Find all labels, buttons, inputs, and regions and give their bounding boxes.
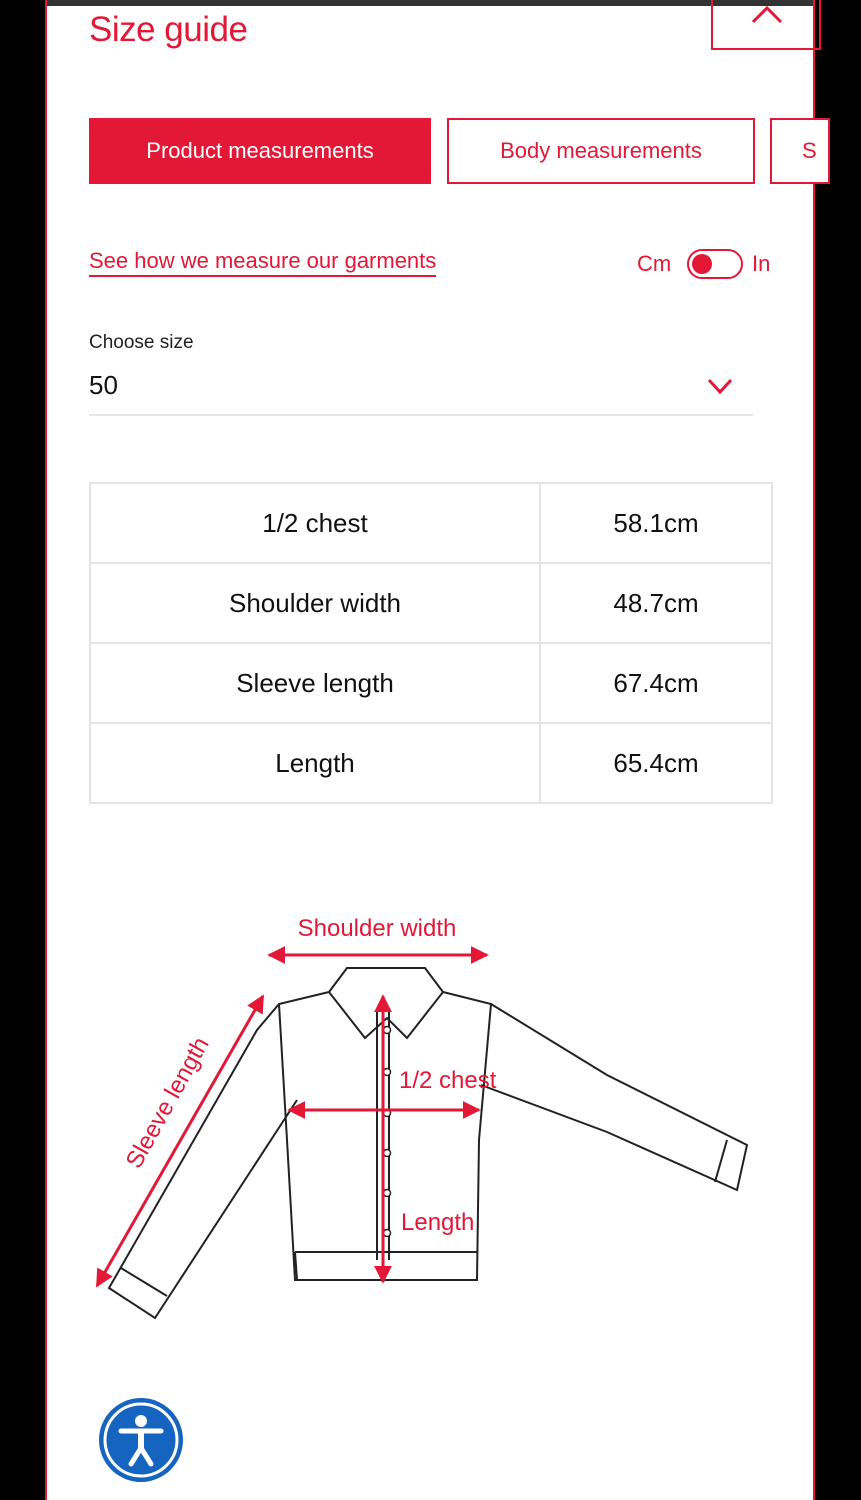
measure-garments-link[interactable]: See how we measure our garments [89, 248, 436, 277]
chevron-down-icon[interactable] [703, 372, 737, 400]
top-bar [47, 0, 813, 6]
sleeve-length-label: Sleeve length [120, 1032, 215, 1173]
jacket-measurement-diagram [47, 900, 817, 1340]
unit-toggle[interactable] [687, 249, 743, 279]
measurement-label: Length [90, 723, 540, 803]
chest-label: 1/2 chest [399, 1067, 497, 1094]
measurement-label: 1/2 chest [90, 483, 540, 563]
accessibility-icon [99, 1398, 183, 1482]
unit-cm-label[interactable]: Cm [637, 251, 672, 276]
size-guide-panel [45, 0, 815, 1500]
toggle-knob [692, 254, 712, 274]
table-row [90, 563, 772, 643]
choose-size-label: Choose size [89, 332, 194, 353]
measurement-value: 58.1cm [540, 483, 772, 563]
close-button[interactable] [711, 0, 821, 50]
shoulder-width-label: Shoulder width [297, 915, 457, 942]
measurement-value: 67.4cm [540, 643, 772, 723]
measurement-label: Sleeve length [90, 643, 540, 723]
size-select-underline [89, 414, 753, 416]
tab-body-measurements[interactable]: Body measurements [447, 118, 755, 184]
unit-in-label[interactable]: In [752, 251, 771, 276]
table-row [90, 483, 772, 563]
size-select-value[interactable]: 50 [89, 370, 118, 400]
measurement-value: 48.7cm [540, 563, 772, 643]
page-title: Size guide [89, 10, 248, 49]
tab-size-conversion[interactable]: S [770, 118, 830, 184]
table-row [90, 643, 772, 723]
chevron-up-icon [749, 2, 785, 24]
measurement-label: Shoulder width [90, 563, 540, 643]
measurement-value: 65.4cm [540, 723, 772, 803]
table-row [90, 723, 772, 803]
jacket-outline [109, 968, 747, 1318]
accessibility-button[interactable] [99, 1398, 183, 1482]
tab-product-measurements[interactable]: Product measurements [89, 118, 431, 184]
length-label: Length [401, 1209, 475, 1236]
measurements-table [89, 482, 773, 804]
